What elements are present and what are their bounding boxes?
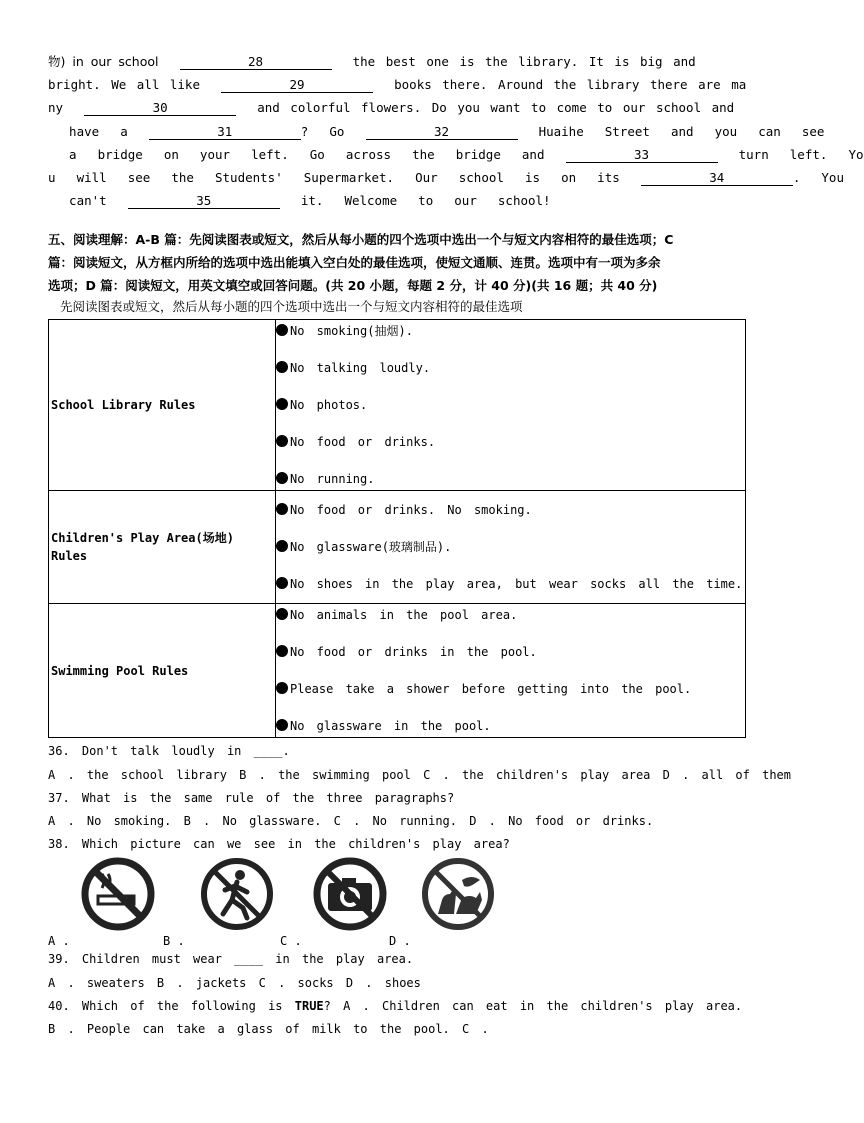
question-38-pictures [48,856,748,948]
option-c-label[interactable]: C . [280,934,302,949]
bullet-icon [276,472,288,484]
passage-line: can't 35 it. Welcome to our school! [48,193,551,209]
no-smoking-icon[interactable] [80,856,156,932]
rule-items [276,604,746,738]
passage-line: a bridge on your left. Go across the bridge and 33 turn left. Yo [48,146,864,162]
blank-35[interactable]: 35 [128,194,280,209]
blank-33[interactable]: 33 [566,148,718,163]
bullet-icon [276,608,288,620]
question-37: 37. What is the same rule of the three paragraphs? [48,790,455,805]
question-40-options[interactable]: B . People can take a glass of milk to the pool. C . [48,1022,489,1037]
rule-title: School Library Rules [49,320,276,491]
question-40: 40. Which of the following is TRUE? A . Children can eat in the children's play area. [48,998,743,1013]
bullet-icon [276,577,288,589]
bullet-icon [276,398,288,410]
bullet-icon [276,719,288,731]
no-running-icon[interactable] [199,856,275,932]
rule-item: No food or drinks. No smoking. [276,501,745,519]
blank-29[interactable]: 29 [221,78,373,93]
rule-item: No food or drinks. [276,433,745,451]
section-heading: 五、阅读理解：A-B 篇：先阅读图表或短文，然后从每小题的四个选项中选出一个与短文内容相符的最佳选项；C 篇：阅读短文，从方框内所给的选项中选出能填入空白处的最佳选项，使短文通顺、连贯。选项中有一项为多余 选项；D 篇：阅读短文，用英文填空或回答问题。(共 20 小题，每题 2 分，计 40 分)(共 16 题；共 40 分) [48,232,674,294]
rule-item: No smoking(抽烟). [276,322,745,340]
no-photos-icon[interactable] [312,856,388,932]
passage-line: bright. We all like 29 books there. Around the library there are ma [48,77,747,93]
question-39: 39. Children must wear ____ in the play area. [48,952,414,967]
rule-item: No talking loudly. [276,359,745,377]
question-37-options[interactable]: A . No smoking. B . No glassware. C . No running. D . No food or drinks. [48,814,654,829]
rule-title: Swimming Pool Rules [49,604,276,738]
rule-item: No running. [276,470,745,488]
question-36-options[interactable]: A . the school library B . the swimming pool C . the children's play area D . all of them [48,767,791,782]
bullet-icon [276,682,288,694]
blank-32[interactable]: 32 [366,125,518,140]
rule-item: No glassware(玻璃制品). [276,538,745,556]
table-row [49,491,746,604]
rule-item: No shoes in the play area, but wear socks all the time. [276,575,745,593]
section-instruction: 先阅读图表或短文，然后从每小题的四个选项中选出一个与短文内容相符的最佳选项 [60,299,523,315]
cloze-passage [48,50,864,212]
bullet-icon [276,503,288,515]
bullet-icon [276,540,288,552]
bullet-icon [276,435,288,447]
questions [48,740,791,1041]
rule-title: Children's Play Area(场地) Rules [49,491,276,604]
option-b-label[interactable]: B . [163,934,185,949]
blank-34[interactable]: 34 [641,171,793,186]
bullet-icon [276,361,288,373]
passage-line: 物) in our school 28 the best one is the library. It is big and [48,54,696,69]
exam-page [48,50,864,1041]
question-36: 36. Don't talk loudly in ____. [48,744,290,759]
blank-28[interactable]: 28 [180,55,332,70]
passage-line: u will see the Students' Supermarket. Our school is on its 34 . You [48,170,844,186]
table-row [49,604,746,738]
rule-items [276,320,746,491]
question-39-options[interactable]: A . sweaters B . jackets C . socks D . shoes [48,975,421,990]
bullet-icon [276,324,288,336]
rule-item: No photos. [276,396,745,414]
question-38: 38. Which picture can we see in the children's play area? [48,837,510,852]
no-animals-icon[interactable] [420,856,496,932]
blank-31[interactable]: 31 [149,125,301,140]
rules-table [48,319,746,738]
option-d-label[interactable]: D . [389,934,411,949]
bullet-icon [276,645,288,657]
rule-items [276,491,746,604]
blank-30[interactable]: 30 [84,101,236,116]
rule-item: No food or drinks in the pool. [276,643,745,661]
passage-line: ny 30 and colorful flowers. Do you want to come to our school and [48,100,735,116]
rule-item: No animals in the pool area. [276,606,745,624]
rule-item: Please take a shower before getting into the pool. [276,680,745,698]
table-row [49,320,746,491]
rule-item: No glassware in the pool. [276,717,745,735]
passage-line: have a 31 ? Go 32 Huaihe Street and you can see [48,123,825,139]
option-a-label[interactable]: A . [48,934,70,949]
